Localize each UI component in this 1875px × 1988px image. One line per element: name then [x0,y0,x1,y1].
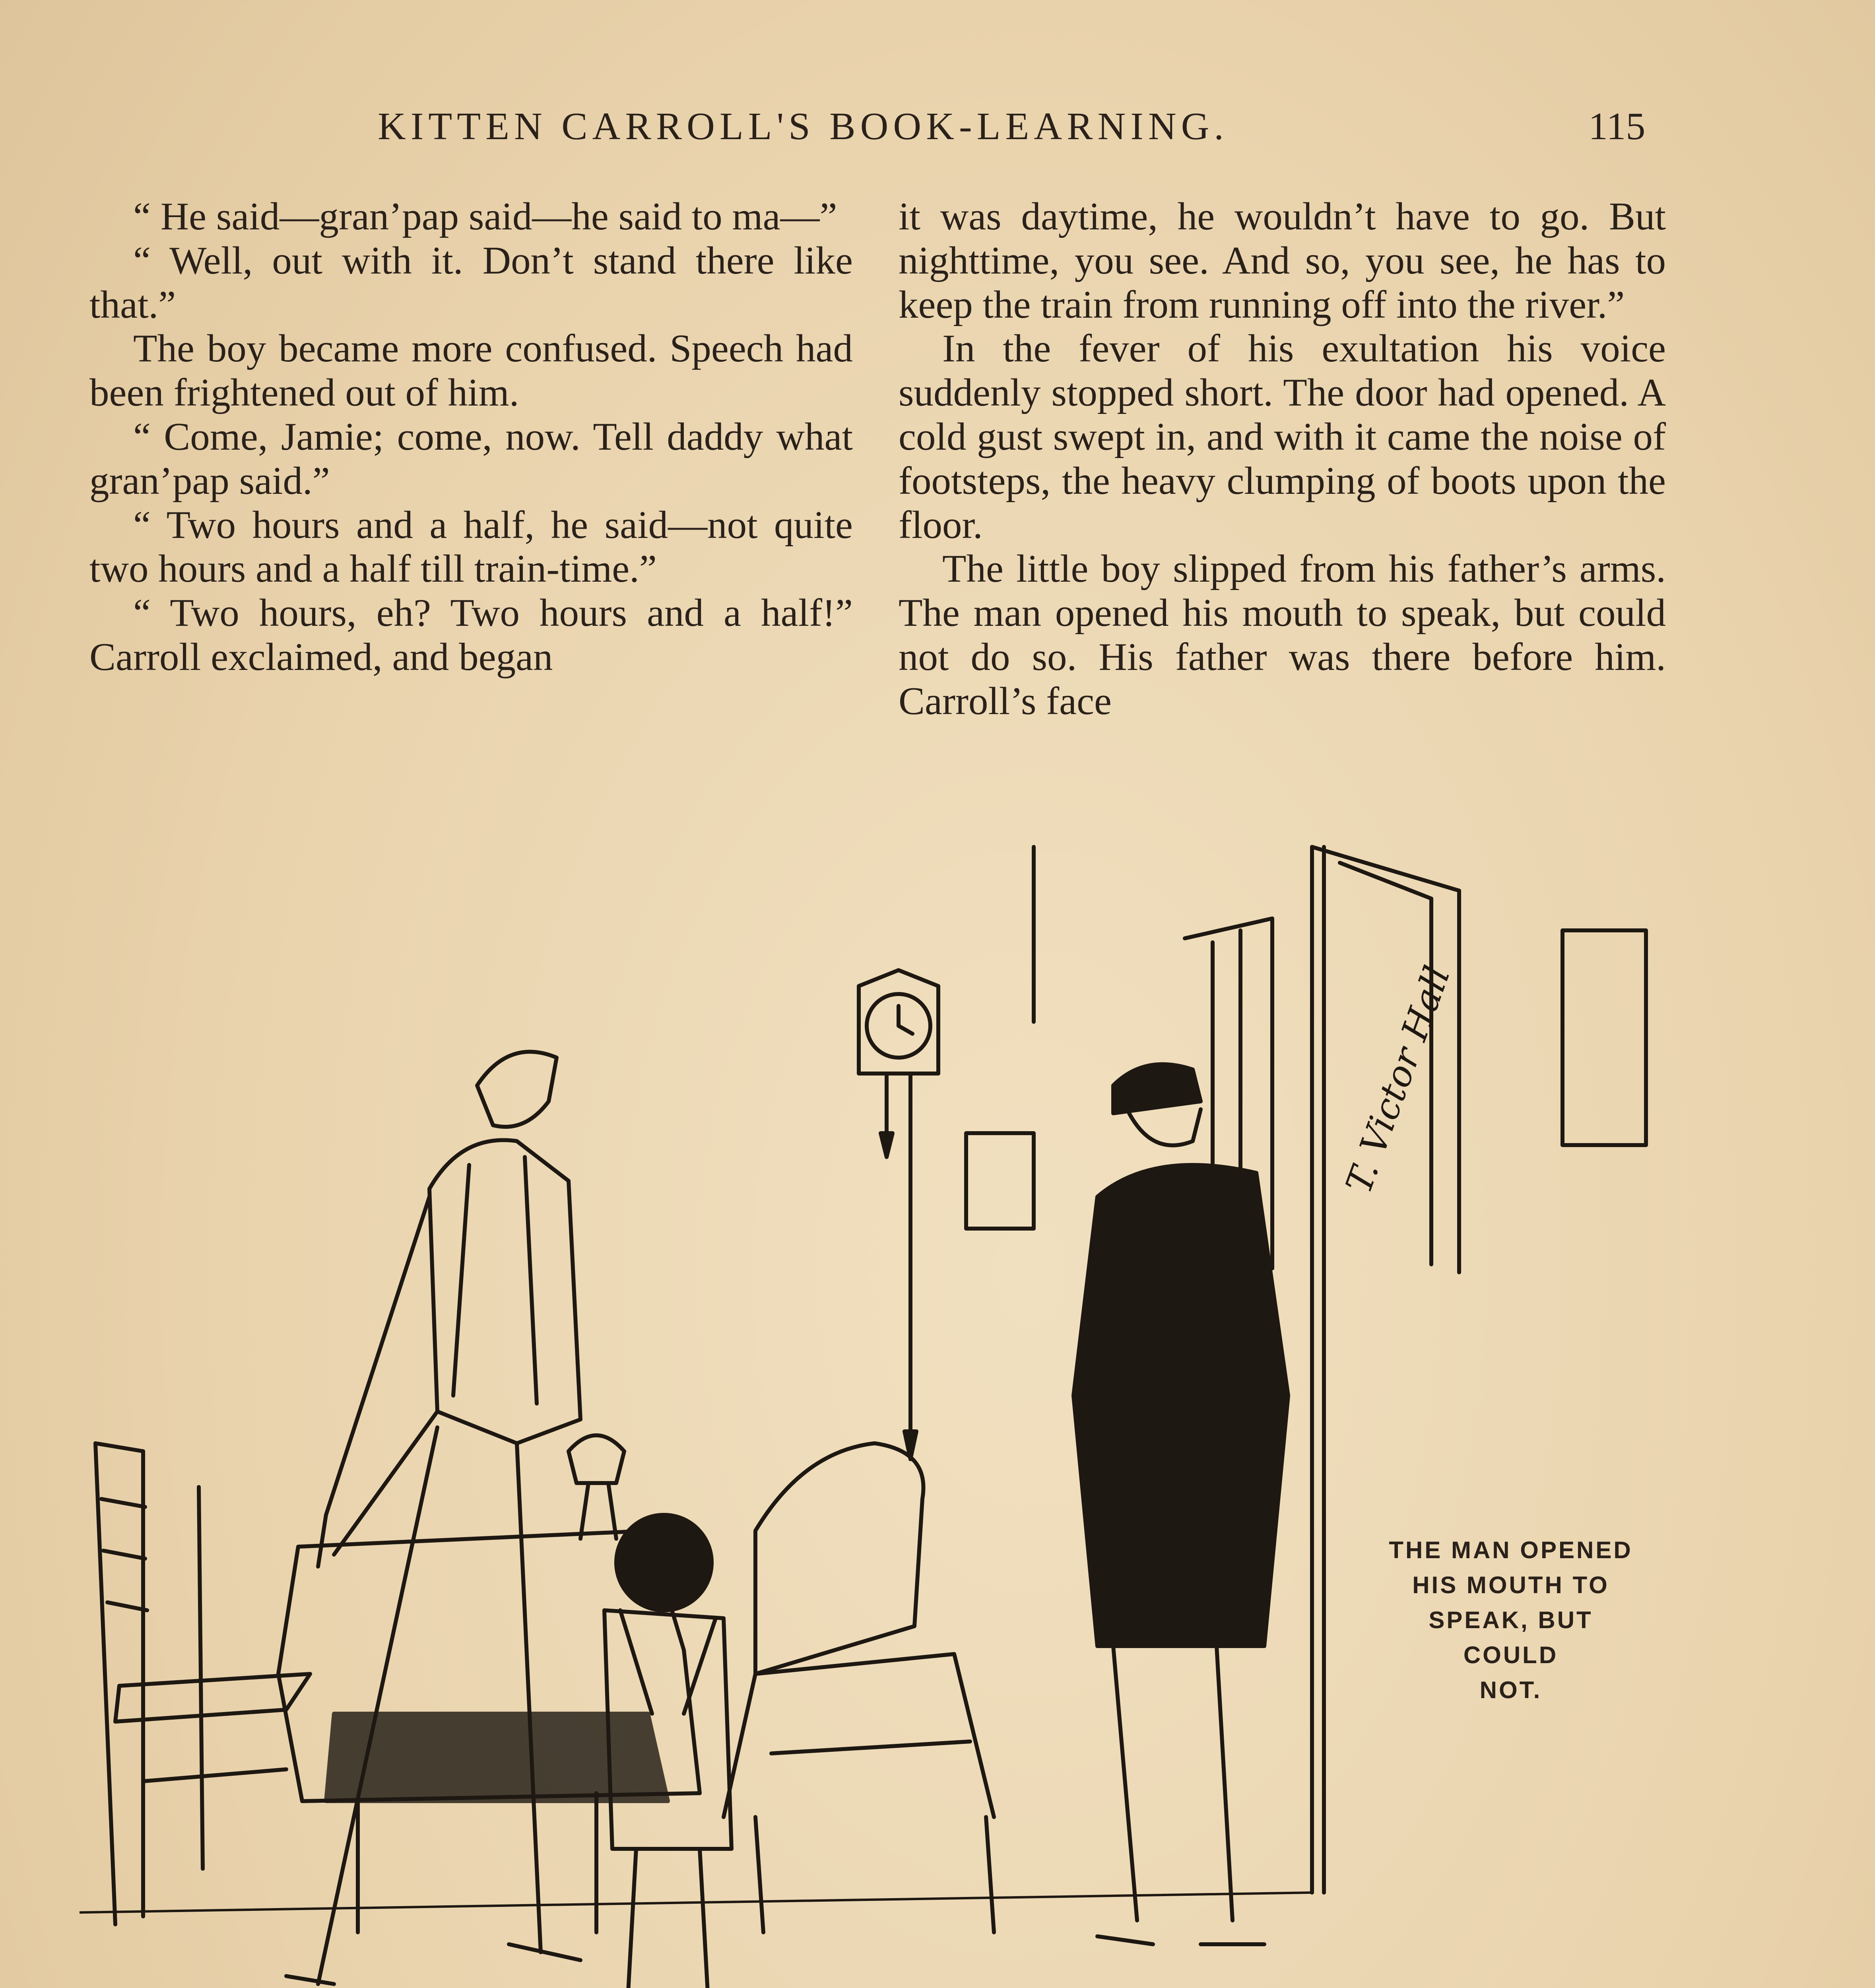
paragraph: The boy became more confused. Speech had been frightened out of him. [89,327,853,415]
visitor-figure [1073,1064,1288,1944]
story-illustration [80,799,1670,1988]
text-column-top-right [899,195,1666,724]
caption-line: COULD [1463,1642,1559,1668]
floor-line [80,1893,1312,1912]
wall-clock [859,970,938,1459]
caption-line: HIS MOUTH TO [1412,1572,1609,1598]
paragraph: “ Two hours, eh? Two hours and a half!” Carroll exclaimed, and began [89,591,853,679]
paragraph: The little boy slipped from his father’s arms. The man opened his mouth to speak, but could not do so. His father was there before him. Carroll’s face [899,547,1666,723]
wall-picture-small [966,1133,1034,1229]
paragraph: “ He said—gran’pap said—he said to ma—” [133,195,837,238]
illustration-caption [1360,1533,1662,1708]
text-column-top-left [89,195,853,679]
page-header [0,104,1875,160]
running-title: KITTEN CARROLL'S BOOK-LEARNING. [378,105,1229,148]
paragraph: “ Well, out with it. Don’t stand there like that.” [89,239,853,326]
page-number: 115 [1588,105,1646,148]
paragraph: “ Come, Jamie; come, now. Tell daddy what gran’pap said.” [89,415,853,503]
artist-signature: T. Victor Hall [1337,961,1459,1199]
caption-line: THE MAN OPENED [1389,1537,1633,1563]
chair-left [95,1443,310,1924]
paragraph: “ Two hours and a half, he said—not quite two hours and a half till train-time.” [89,503,853,591]
father-figure [286,1052,580,1984]
paragraph: In the fever of his exultation his voice suddenly stopped short. The door had opened. A cold gust swept in, and with it came the noise of footsteps, the heavy clumping of boots upon the floor. [899,327,1666,547]
wall-picture-right [1562,930,1646,1145]
caption-line: NOT. [1479,1677,1542,1703]
caption-line: SPEAK, BUT [1429,1607,1593,1633]
draped-chair [724,1443,994,1932]
paragraph: it was daytime, he wouldn’t have to go. But nighttime, you see. And so, you see, he has to keep the train from running off into the river.” [899,195,1666,326]
